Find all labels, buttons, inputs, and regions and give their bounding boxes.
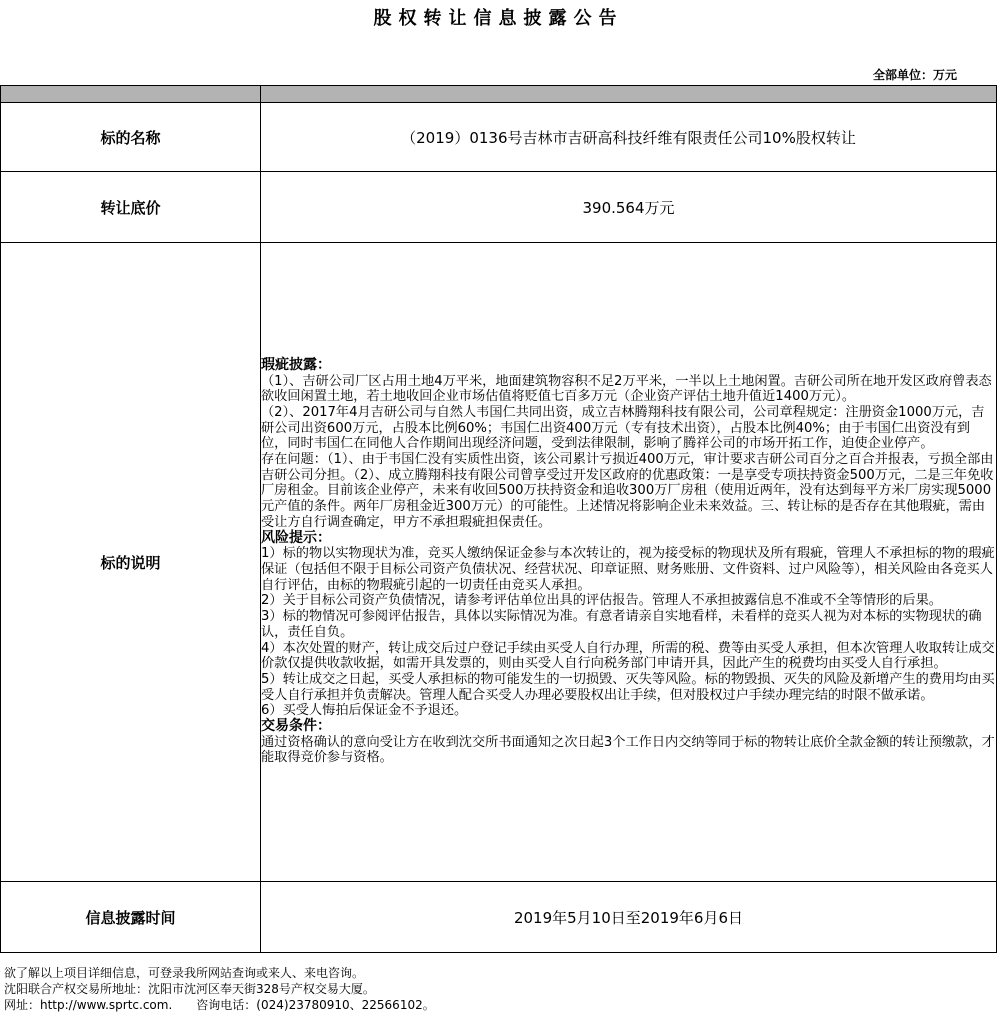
row-disclosure-period	[1, 882, 997, 953]
row-subject-name	[1, 103, 997, 172]
footer-address: 沈阳联合产权交易所地址：沈阳市沈河区奉天街328号产权交易大厦。	[4, 982, 375, 996]
footer-website-link[interactable]: 网址：http://www.sprtc.com.	[4, 998, 173, 1012]
disclosure-table	[0, 85, 997, 953]
risk-heading: 风险提示：	[261, 529, 331, 546]
page-title: 股权转让信息披露公告	[373, 8, 624, 29]
row-subject-description	[1, 243, 997, 882]
header-bar-left	[1, 86, 261, 103]
reserve-price-value: 390.564万元	[261, 172, 997, 243]
risk-item: 4）本次处置的财产，转让成交后过户登记手续由买受人自行办理，所需的税、费等由买受人承担，但本次管理人收取转让成交价款仅提供收款收据，如需开具发票的，则由买受人自行向税务部门申请开具，因此产生的税费均由买受人自行承担。	[261, 640, 995, 672]
footer-web-phone	[4, 997, 435, 1013]
disclosure-period-value: 2019年5月10日至2019年6月6日	[261, 882, 997, 953]
defect-item: （2）、2017年4月吉研公司与自然人韦国仁共同出资，成立吉林腾翔科技有限公司，公司章程规定：注册资金1000万元，吉研公司出资600万元，占股本比例60%；韦国仁出资400万元（专有技术出资），占股本比例40%；由于韦国仁出资没有到位，同时韦国仁在同他人合作期间出现经济问题，受到法律限制，影响了腾祥公司的市场开拓工作，迫使企业停产。	[261, 404, 985, 452]
footer-contact	[4, 965, 435, 1013]
risk-item: 5）转让成交之日起，买受人承担标的物可能发生的一切损毁、灭失等风险。标的物毁损、灭失的风险及新增产生的费用均由买受人自行承担并负责解决。管理人配合买受人办理必要股权出让手续，但对股权过户手续办理完结的时限不做承诺。	[261, 671, 995, 703]
risk-item: 6）买受人悔拍后保证金不予退还。	[261, 703, 468, 719]
risk-item: 2）关于目标公司资产负债情况，请参考评估单位出具的评估报告。管理人不承担披露信息不准或不全等情形的后果。	[261, 593, 942, 609]
defect-item: （1）、吉研公司厂区占用土地4万平米，地面建筑物容积不足2万平米，一半以上土地闲置。吉研公司所在地开发区政府曾表态欲收回闲置土地，若土地收回企业市场估值将贬值七百多万元（企业资产评估土地升值近1400万元）。	[261, 373, 992, 405]
existing-problems: 存在问题：（1）、由于韦国仁没有实质性出资，该公司累计亏损近400万元，审计要求吉研公司百分之百合并报表，亏损全部由吉研公司分担。（2）、成立腾翔科技有限公司曾享受过开发区政府的优惠政策：一是享受专项扶持资金500万元，二是三年免收厂房租金。目前该企业停产，未来有收回500万扶持资金和追收300万厂房租（使用近两年，没有达到每平方米厂房实现5000元产值的条件。两年厂房租金近300万元）的可能性。上述情况将影响企业未来效益。三、转让标的是否存在其他瑕疵，需由受让方自行调查确定，甲方不承担瑕疵担保责任。	[261, 452, 994, 530]
subject-name-label: 标的名称	[1, 103, 261, 172]
unit-note: 全部单位：万元	[872, 68, 957, 82]
row-reserve-price	[1, 172, 997, 243]
footer-info-line: 欲了解以上项目详细信息，可登录我所网站查询或来人、来电咨询。	[4, 966, 365, 980]
risk-item: 1）标的物以实物现状为准，竞买人缴纳保证金参与本次转让的，视为接受标的物现状及所有瑕疵，管理人不承担标的物的瑕疵保证（包括但不限于目标公司资产负债状况、经营状况、印章证照、财务账册、文件资料、过户风险等），相关风险由各竞买人自行评估，由标的物瑕疵引起的一切责任由竞买人承担。	[261, 546, 995, 593]
reserve-price-label: 转让底价	[1, 172, 261, 243]
subject-description-content	[261, 243, 997, 882]
trade-conditions-text: 通过资格确认的意向受让方在收到沈交所书面通知之次日起3个工作日内交纳等同于标的物转让底价全款金额的转让预缴款，才能取得竞价参与资格。	[261, 734, 995, 766]
subject-name-value: （2019）0136号吉林市吉研高科技纤维有限责任公司10%股权转让	[261, 103, 997, 172]
trade-conditions-heading: 交易条件：	[261, 718, 331, 735]
footer-phone: 咨询电话：(024)23780910、22566102。	[196, 998, 435, 1012]
defects-heading: 瑕疵披露：	[261, 356, 331, 373]
header-bar-right	[261, 86, 997, 103]
table-header-bar	[1, 86, 997, 103]
risk-item: 3）标的物情况可参阅评估报告，具体以实际情况为准。有意者请亲自实地看样，未看样的竞买人视为对本标的实物现状的确认，责任自负。	[261, 609, 982, 640]
disclosure-period-label: 信息披露时间	[1, 882, 261, 953]
subject-description-label: 标的说明	[1, 243, 261, 882]
